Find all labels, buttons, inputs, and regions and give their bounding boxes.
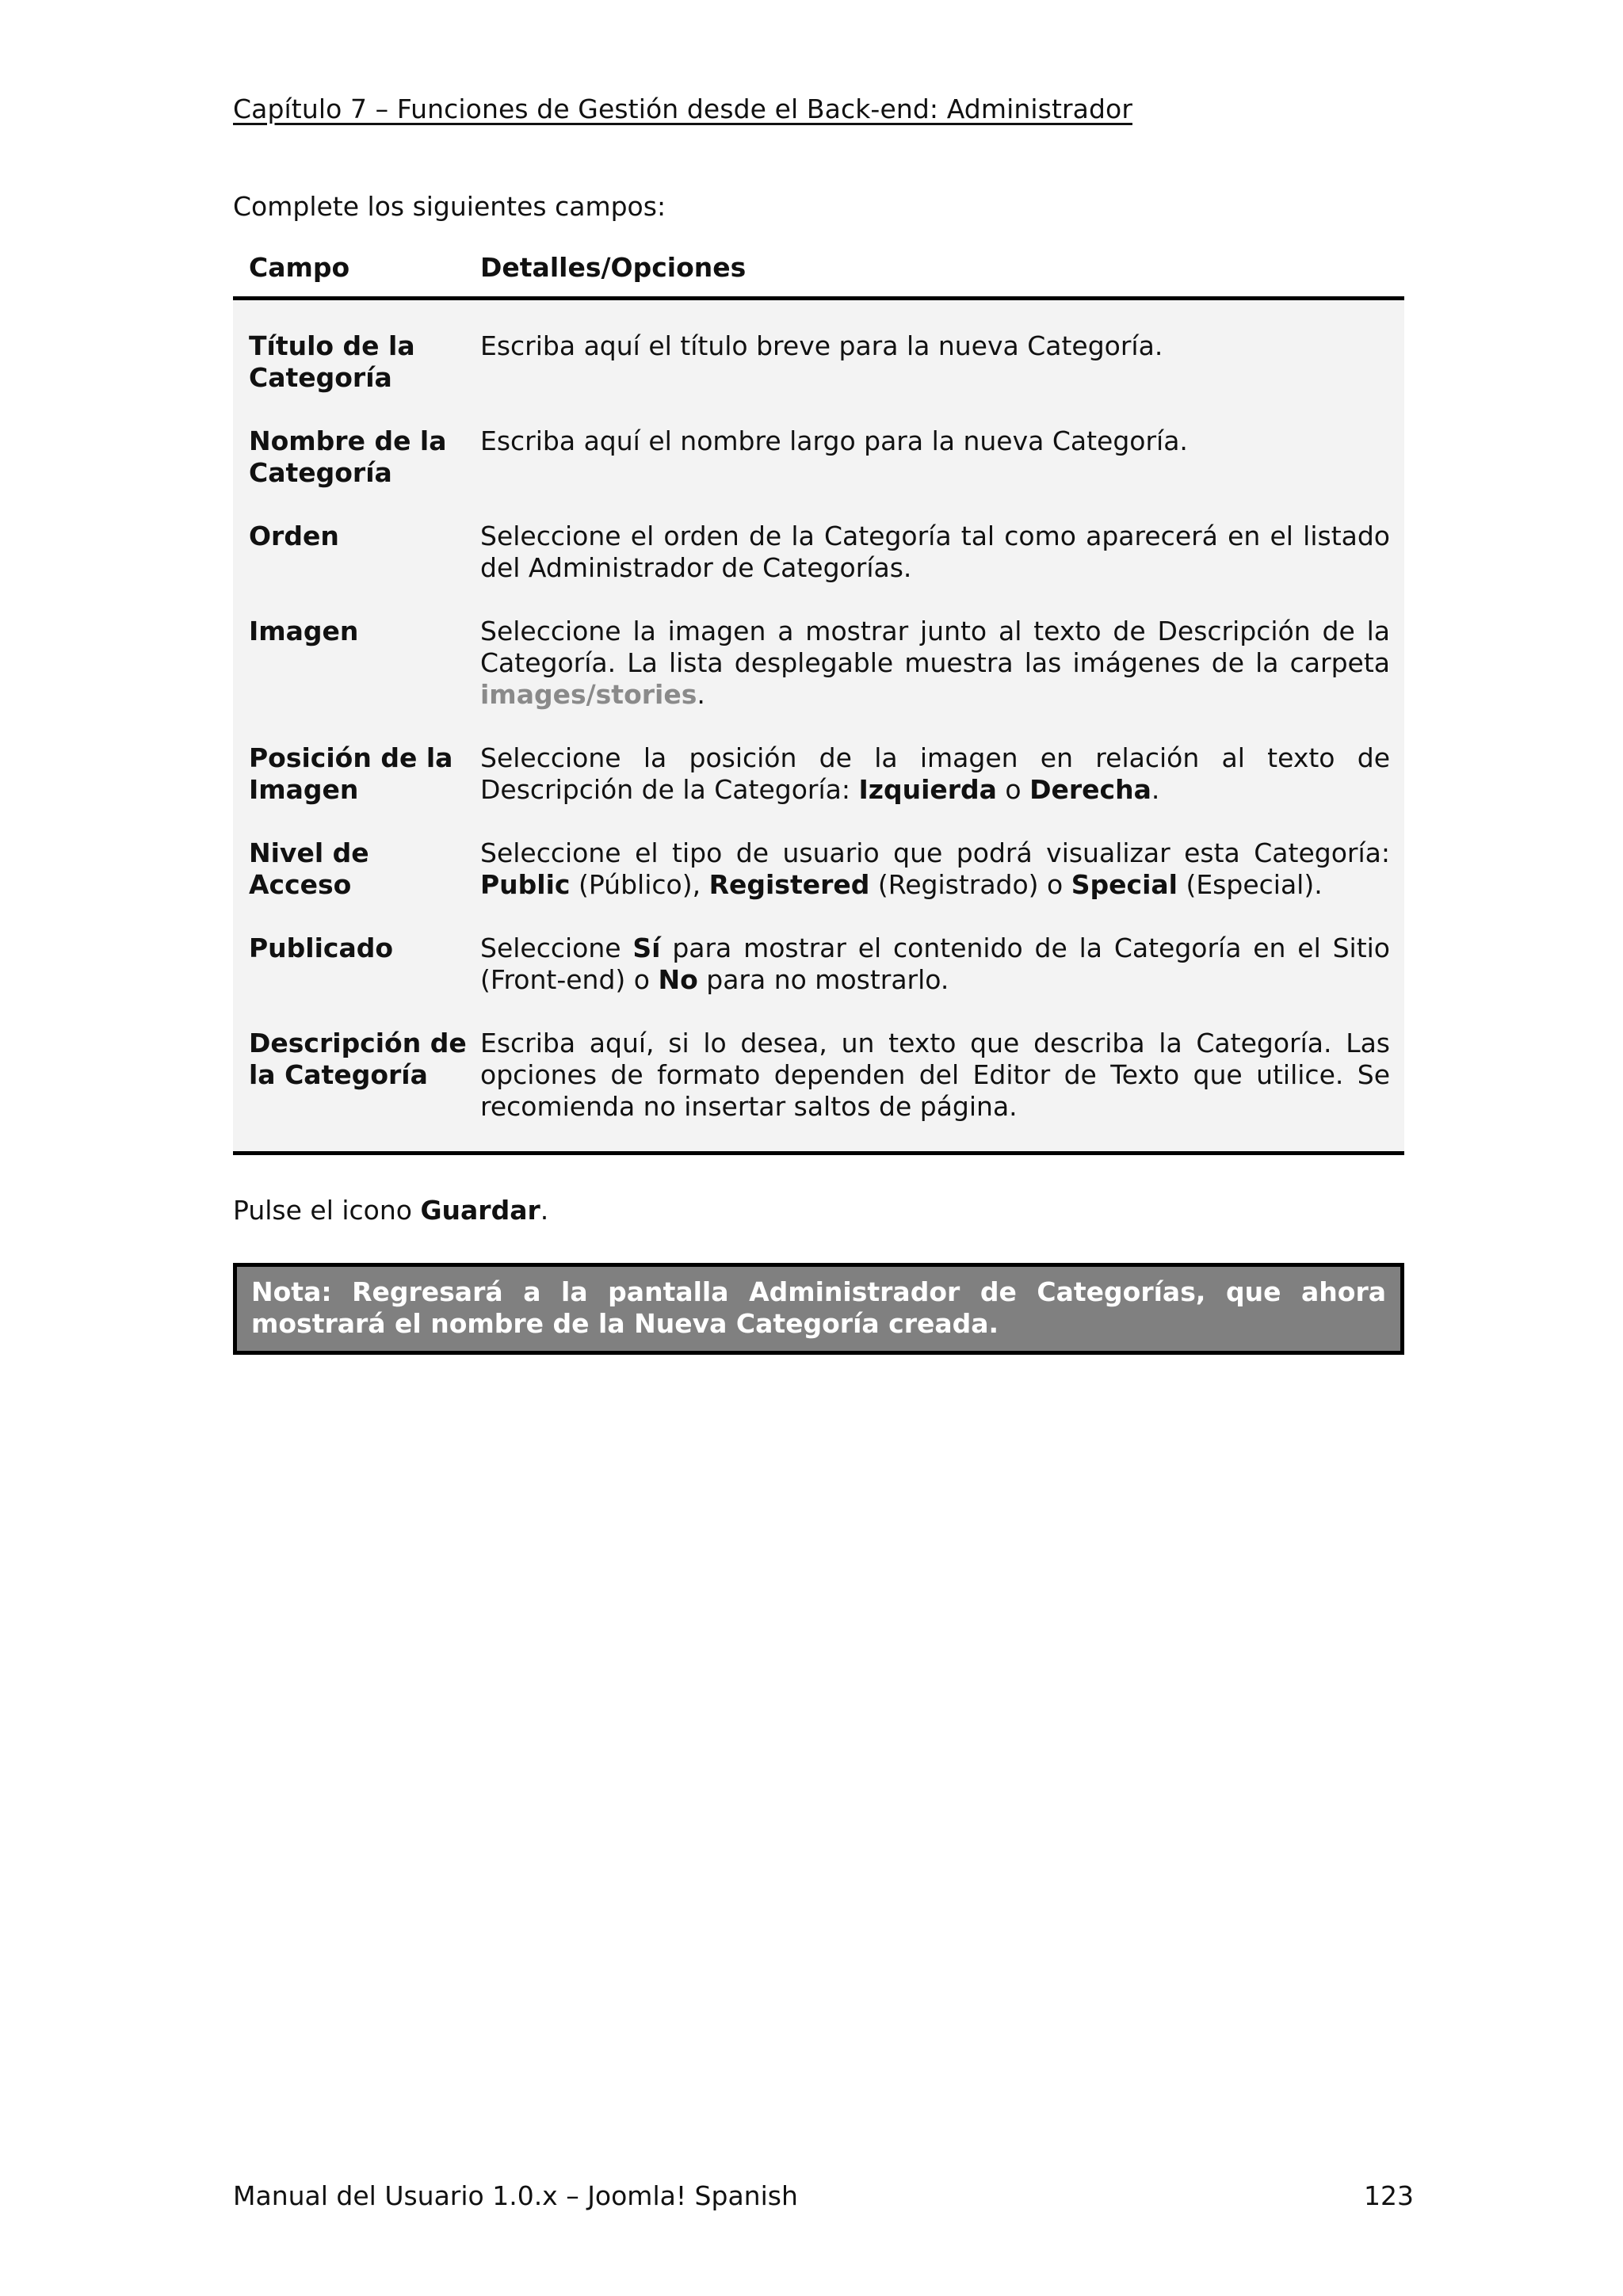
- row-label: Publicado: [249, 933, 394, 963]
- save-instruction: Pulse el icono Guardar.: [233, 1195, 549, 1226]
- row-label: Título de la Categoría: [249, 330, 415, 393]
- table-header: [233, 252, 1404, 300]
- row-desc: Escriba aquí el nombre largo para la nueva Categoría.: [480, 425, 1188, 456]
- row-label: Descripción de la Categoría: [249, 1028, 467, 1090]
- row-desc: Seleccione Sí para mostrar el contenido de la Categoría en el Sitio (Front-end) o No para no mostrarlo.: [480, 933, 1390, 995]
- page-number: 123: [1364, 2180, 1414, 2211]
- note-box: Nota: Regresará a la pantalla Administrador de Categorías, que ahora mostrará el nombre de la Nueva Categoría creada.: [233, 1263, 1404, 1355]
- table-row: [233, 742, 1404, 806]
- intro-text: Complete los siguientes campos:: [233, 191, 666, 222]
- row-label: Imagen: [249, 616, 359, 646]
- footer-title: Manual del Usuario 1.0.x – Joomla! Spanish: [233, 2180, 798, 2211]
- save-keyword: Guardar: [420, 1195, 540, 1226]
- table-body: [233, 300, 1404, 1155]
- row-desc: Seleccione la posición de la imagen en relación al texto de Descripción de la Categoría: Izquierda o Derecha.: [480, 742, 1390, 805]
- header-field: Campo: [249, 252, 350, 283]
- row-desc: Seleccione el tipo de usuario que podrá visualizar esta Categoría: Public (Público), Registered (Registrado) o Special (Especial).: [480, 837, 1390, 900]
- row-desc: Escriba aquí el título breve para la nueva Categoría.: [480, 330, 1163, 361]
- row-desc: Seleccione la imagen a mostrar junto al texto de Descripción de la Categoría. La lista desplegable muestra las imágenes de la carpeta images/stories.: [480, 616, 1390, 710]
- row-label: Nivel de Acceso: [249, 837, 369, 900]
- table-row: [233, 837, 1404, 901]
- row-label: Posición de la Imagen: [249, 742, 453, 805]
- row-desc: Escriba aquí, si lo desea, un texto que describa la Categoría. Las opciones de formato dependen del Editor de Texto que utilice. Se recomienda no insertar saltos de página.: [480, 1028, 1390, 1122]
- table-row: [233, 1028, 1404, 1123]
- table-row: [233, 521, 1404, 584]
- row-label: Orden: [249, 521, 339, 551]
- row-label: Nombre de la Categoría: [249, 425, 447, 488]
- folder-path: images/stories: [480, 679, 697, 710]
- header-details: Detalles/Opciones: [480, 252, 747, 283]
- fields-table: [233, 252, 1404, 1155]
- table-row: [233, 330, 1404, 394]
- row-desc: Seleccione el orden de la Categoría tal como aparecerá en el listado del Administrador de Categorías.: [480, 521, 1390, 583]
- table-row: [233, 425, 1404, 489]
- table-row: [233, 933, 1404, 996]
- table-row: [233, 616, 1404, 711]
- chapter-header: Capítulo 7 – Funciones de Gestión desde el Back-end: Administrador: [233, 93, 1132, 124]
